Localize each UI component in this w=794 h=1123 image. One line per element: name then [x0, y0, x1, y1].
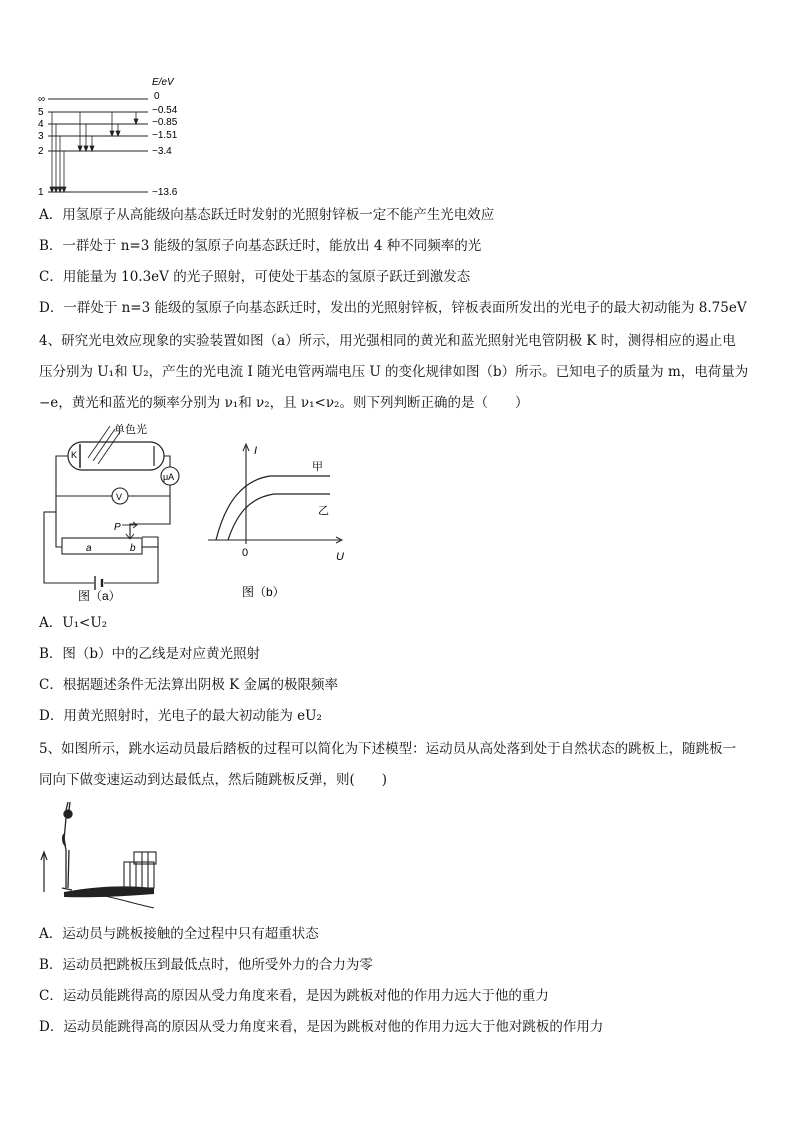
level-n-5: 5	[38, 107, 44, 118]
energy-level-diagram	[30, 74, 200, 204]
phototube	[68, 442, 164, 470]
q4-option-d: D．用黄光照射时，光电子的最大初动能为 eU₂	[39, 708, 322, 724]
q4-option-c: C．根据题述条件无法算出阴极 K 金属的极限频率	[39, 677, 338, 693]
q3-option-b: B．一群处于 n=3 能级的氢原子向基态跃迁时，能放出 4 种不同频率的光	[39, 238, 482, 254]
curve-yi	[228, 494, 330, 540]
slider-p-label: P	[114, 522, 121, 533]
level-n-3: 3	[38, 131, 44, 142]
level-e-5: −0.54	[152, 105, 178, 116]
curve-jia-label: 甲	[312, 461, 323, 473]
q3-option-a: A．用氢原子从高能级向基态跃迁时发射的光照射锌板一定不能产生光电效应	[39, 207, 495, 223]
q4-stem-line-1: 4、研究光电效应现象的实验装置如图（a）所示，用光强相同的黄光和蓝光照射光电管阴极 K 时，测得相应的遏止电	[39, 333, 736, 349]
q3-option-c: C．用能量为 10.3eV 的光子照射，可使处于基态的氢原子跃迁到激发态	[39, 269, 471, 285]
level-n-4: 4	[38, 119, 44, 130]
terminal-a-label: a	[86, 543, 92, 554]
level-e-1: −13.6	[152, 187, 178, 198]
level-e-3: −1.51	[152, 130, 178, 141]
u-axis-label: U	[336, 551, 344, 563]
curve-yi-label: 乙	[318, 505, 329, 517]
voltmeter-label: V	[116, 492, 123, 502]
circuit-svg	[38, 420, 188, 602]
cathode-k-label: K	[71, 450, 78, 460]
q4-option-b: B．图（b）中的乙线是对应黄光照射	[39, 646, 261, 662]
energy-axis-label: E/eV	[152, 77, 174, 88]
q5-option-b: B．运动员把跳板压到最低点时，他所受外力的合力为零	[39, 957, 373, 973]
q4-stem-line-2: 压分别为 U₁和 U₂，产生的光电流 I 随光电管两端电压 U 的变化规律如图（b）所示。已知电子的质量为 m，电荷量为	[39, 364, 749, 380]
level-n-1: 1	[38, 187, 44, 198]
diving-svg	[36, 800, 166, 912]
level-e-4: −0.85	[152, 117, 178, 128]
q5-option-c: C．运动员能跳得高的原因从受力角度来看，是因为跳板对他的作用力远大于他的重力	[39, 988, 549, 1004]
q5-option-d: D．运动员能跳得高的原因从受力角度来看，是因为跳板对他的作用力远大于他对跳板的作用力	[39, 1019, 604, 1035]
circuit-figure-a	[38, 420, 188, 602]
level-e-inf: 0	[154, 91, 160, 102]
q4-option-a: A．U₁<U₂	[39, 615, 108, 631]
microammeter-label: μA	[163, 472, 175, 482]
diving-board	[64, 886, 154, 897]
diving-board-figure	[36, 800, 166, 912]
figure-a-caption: 图（a）	[78, 589, 121, 602]
iu-graph-svg	[190, 440, 360, 602]
level-e-2: −3.4	[152, 146, 172, 157]
board-stand	[124, 852, 156, 888]
q3-option-d: D．一群处于 n=3 能级的氢原子向基态跃迁时，发出的光照射锌板，锌板表面所发出的光电子的最大初动能为 8.75eV	[39, 300, 747, 316]
q5-option-a: A．运动员与跳板接触的全过程中只有超重状态	[39, 926, 319, 942]
level-n-2: 2	[38, 146, 44, 157]
q5-stem-line-2: 同向下做变速运动到达最低点，然后随跳板反弹，则( )	[39, 772, 388, 788]
i-axis-label: I	[254, 445, 258, 457]
q4-stem-line-3: −e，黄光和蓝光的频率分别为 ν₁和 ν₂，且 ν₁<ν₂。则下列判断正确的是（ ）	[39, 395, 529, 411]
energy-level-svg	[30, 74, 200, 204]
q5-stem-line-1: 5、如图所示，跳水运动员最后踏板的过程可以简化为下述模型：运动员从高处落到处于自然状态的跳板上，随跳板一	[39, 741, 737, 757]
terminal-b-label: b	[130, 543, 136, 554]
diver	[62, 802, 72, 890]
light-label: 单色光	[114, 424, 147, 436]
figure-b-caption: 图（b）	[242, 585, 285, 599]
curve-jia	[216, 476, 330, 540]
iu-graph-figure-b	[190, 440, 360, 602]
origin-label: 0	[242, 547, 249, 559]
level-n-inf: ∞	[38, 94, 46, 105]
